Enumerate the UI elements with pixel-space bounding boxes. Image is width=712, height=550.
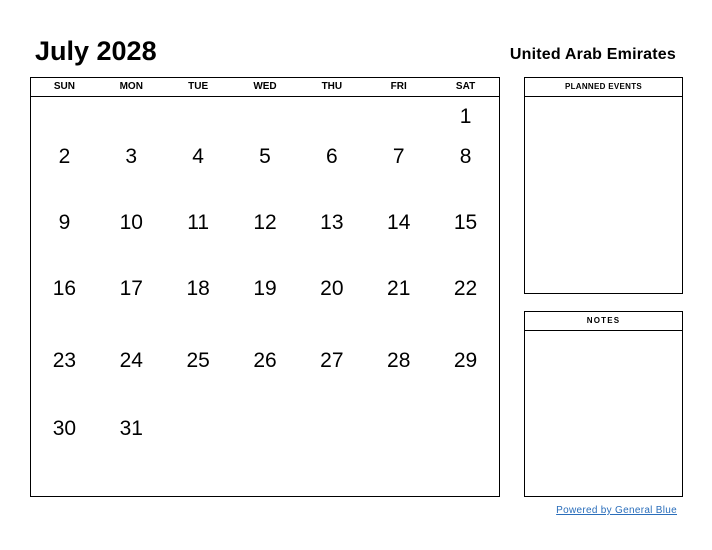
day-cell: 29 [453,349,478,372]
day-cell: 25 [186,349,210,372]
weekday-header: THU [321,81,343,92]
day-cell: 27 [320,349,344,372]
weekday-header: WED [253,81,277,92]
calendar-title: July 2028 [35,36,157,66]
day-cell: 2 [58,145,71,168]
empty-day-cell [432,409,499,449]
day-cell: 20 [320,277,344,300]
day-cell: 23 [52,349,77,372]
day-cell: 22 [453,277,478,300]
empty-day-cell [165,97,232,137]
day-cell: 10 [119,211,143,234]
day-cell: 13 [320,211,344,234]
day-cell: 18 [186,277,210,300]
day-cell: 14 [387,211,411,234]
weekday-header: TUE [188,81,209,92]
day-cell: 28 [387,349,411,372]
day-cell: 9 [58,211,71,234]
day-cell: 4 [192,145,204,168]
powered-by-link[interactable]: Powered by General Blue [556,505,677,516]
empty-day-cell [298,409,365,449]
weekday-header: MON [119,81,143,92]
planned-events-title: PLANNED EVENTS [525,78,682,97]
day-cell: 16 [52,277,77,300]
calendar-grid [30,77,500,497]
empty-day-cell [165,409,232,449]
weekday-header: FRI [390,81,407,92]
day-cell: 30 [52,417,77,440]
weekday-header: SUN [53,81,75,92]
day-cell: 7 [392,145,405,168]
day-cell: 21 [387,277,411,300]
day-cell: 5 [259,145,271,168]
day-cell: 8 [459,145,472,168]
day-cell: 12 [253,211,277,234]
day-cell: 1 [459,105,472,128]
notes-box [524,311,683,497]
country-label: United Arab Emirates [509,46,676,63]
day-cell: 26 [253,349,277,372]
weekday-header-row [31,78,499,97]
day-cell: 17 [119,277,143,300]
empty-day-cell [31,97,98,137]
day-cell: 15 [453,211,478,234]
day-cell: 6 [326,145,338,168]
empty-day-cell [232,409,299,449]
day-cell: 3 [125,145,138,168]
empty-day-cell [298,97,365,137]
empty-day-cell [365,409,432,449]
day-cell: 24 [119,349,143,372]
notes-title: NOTES [525,312,682,331]
calendar-weeks [31,97,499,469]
empty-day-cell [365,97,432,137]
day-cell: 19 [253,277,277,300]
day-cell: 11 [187,211,210,234]
empty-day-cell [232,97,299,137]
day-cell: 31 [119,417,143,440]
weekday-header: SAT [455,81,476,92]
empty-day-cell [98,97,165,137]
planned-events-box [524,77,683,294]
